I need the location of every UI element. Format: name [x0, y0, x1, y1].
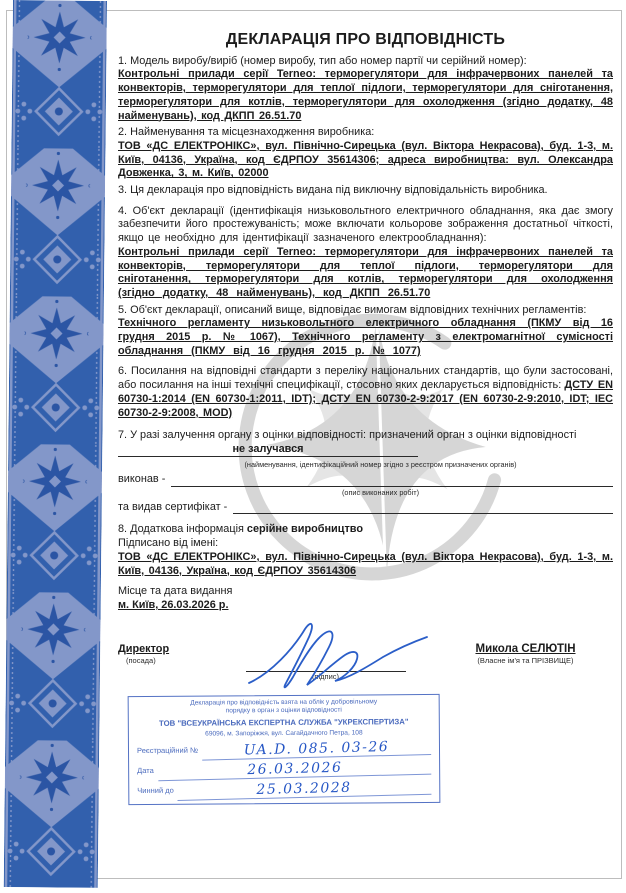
section-4: [118, 205, 613, 301]
place-date-value: м. Київ, 26.03.2026 р.: [118, 598, 229, 611]
signed-on-behalf-label: Підписано від імені:: [118, 537, 219, 550]
stamp-valid-label: Чинний до: [137, 785, 174, 795]
stamp-date-label: Дата: [137, 765, 154, 775]
certificate-label: та видав сертифікат -: [118, 500, 228, 513]
name-column: [438, 643, 613, 666]
section-2-label: 2. Найменування та місцезнаходження виробника:: [118, 126, 375, 139]
stamp-registration-row: [137, 740, 431, 758]
stamp-registration-label: Реєстраційний №: [136, 745, 199, 755]
section-8-value: серійне виробництво: [246, 523, 363, 536]
section-2-value: ТОВ «ДС ЕЛЕКТРОНІКС», вул. Північно-Сирецька (вул. Віктора Некрасова), буд. 1-3, м. Київ, 04136, Україна, код ЄДРПОУ 35614306; адреса виробництва: вул. Олександра Довженка, 3, м. Київ, 02000: [118, 139, 613, 180]
stamp-valid-row: [137, 780, 431, 798]
section-7-text: 7. У разі залучення органу з оцінки відповідності: призначений орган з оцінки відповідності: [118, 429, 577, 442]
signature-block: [118, 643, 613, 681]
section-6: [118, 365, 613, 420]
position-caption: (посада): [126, 656, 156, 666]
section-6-value: ДСТУ EN 60730-1:2014 (EN 60730-1:2011, IDT); ДСТУ EN 60730-2-9:2017 (EN 60730-2-9:2010, IDT; IEC 60730-2-9:2008, MOD): [118, 379, 614, 419]
signed-on-behalf-value: ТОВ «ДС ЕЛЕКТРОНІКС», вул. Північно-Сирецька (вул. Віктора Некрасова), буд. 1-3, м. Київ, 04136, Україна, код ЄДРПОУ 35614306: [118, 550, 613, 577]
performed-label: виконав -: [118, 472, 166, 485]
embroidery-border-strip: [4, 0, 107, 888]
stamp-organization: ТОВ "ВСЕУКРАЇНСЬКА ЕКСПЕРТНА СЛУЖБА "УКРЕКСПЕРТИЗА": [158, 716, 409, 728]
position-value: Директор: [118, 642, 170, 655]
section-1: [118, 55, 613, 124]
signer-name: Микола СЕЛЮТІН: [475, 642, 576, 655]
stamp-valid-value: 25.03.2028: [178, 778, 432, 800]
certificate-row: [118, 501, 613, 515]
section-5-label: 5. Об'єкт декларації, описаний вище, відповідає вимогам відповідних технічних регламентів:: [118, 303, 587, 316]
section-4-label: 4. Об'єкт декларації (ідентифікація низьковольтного електричного обладнання, яка дає змогу забезпечити його простежуваність; може включати кольорове зображення достатньої чіткості, якщо це необхідно для ідентифікації зазначеного електрообладнання):: [118, 204, 613, 245]
embroidery-pattern-icon: [4, 0, 107, 888]
section-5: [118, 304, 613, 359]
signature-column: [231, 643, 421, 681]
declaration-body: [118, 33, 613, 803]
stamp-date-row: [137, 760, 431, 778]
certificate-blank: [233, 501, 613, 514]
performed-caption: (опис виконаних робіт): [341, 487, 420, 497]
section-7: [118, 429, 613, 457]
section-1-label: 1. Модель виробу/виріб (номер виробу, тип або номер партії чи серійний номер):: [118, 54, 527, 67]
handwritten-signature-icon: [241, 615, 431, 690]
section-1-value: Контрольні прилади серії Terneo: терморегулятори для інфрачервоних панелей та конвекторів, терморегулятори для теплої підлоги, терморегулятори для сніготанення, терморегулятори для котлів, терморегулятори для охолодження (згідно додатку, 48 найменувань), код ДКПП 26.51.70: [118, 68, 613, 122]
section-8: [118, 523, 613, 578]
position-column: [118, 643, 213, 666]
registration-stamp: [128, 694, 441, 805]
place-date-label: Місце та дата видання: [118, 585, 233, 598]
performed-row: [118, 473, 613, 487]
notified-body-caption: (найменування, ідентифікаційний номер згідно з реєстром призначених органів): [244, 459, 517, 469]
notified-body-blank: не залучався: [118, 443, 418, 457]
stamp-note: [137, 698, 431, 716]
signer-name-caption: (Власне ім'я та ПРІЗВИЩЕ): [477, 656, 574, 666]
section-6-text: 6. Посилання на відповідні стандарти з переліку національних стандартів, що були застосовані, або посилання на інші технічні специфікації, стосовно яких декларується відповідність:: [118, 365, 613, 392]
place-date-block: [118, 585, 613, 612]
stamp-note-line2: порядку в орган з оцінки відповідності: [225, 706, 342, 715]
section-3: 3. Ця декларація про відповідність видана під виключну відповідальність виробника.: [118, 184, 548, 197]
section-8-label: 8. Додаткова інформація: [118, 523, 247, 536]
stamp-note-line1: Декларація про відповідність взята на облік у добровільному: [190, 697, 378, 707]
performed-blank: [171, 474, 613, 487]
signature-caption: (підпис): [311, 671, 340, 681]
stamp-registration-value: UA.D. 085. 03-26: [202, 738, 431, 760]
page-title: ДЕКЛАРАЦІЯ ПРО ВІДПОВІДНІСТЬ: [225, 31, 506, 48]
section-2: [118, 126, 613, 181]
stamp-address: 69096, м. Запоріжжя, вул. Сагайдачного Петра, 108: [205, 728, 363, 737]
section-5-value: Технічного регламенту низьковольтного електричного обладнання (ПКМУ від 16 грудня 2015 р. № 1067), Технічного регламенту з електромагнітної сумісності обладнання (ПКМУ від 16 грудня 2015 р. № 1077): [118, 317, 613, 357]
section-4-value: Контрольні прилади серії Terneo: терморегулятори для інфрачервоних панелей та конвекторів, терморегулятори для теплої підлоги, терморегулятори для сніготанення, терморегулятори для котлів, терморегулятори для охолодження (згідно додатку, 48 найменувань), код ДКПП 26.51.70: [118, 245, 613, 299]
stamp-date-value: 26.03.2026: [158, 758, 432, 781]
